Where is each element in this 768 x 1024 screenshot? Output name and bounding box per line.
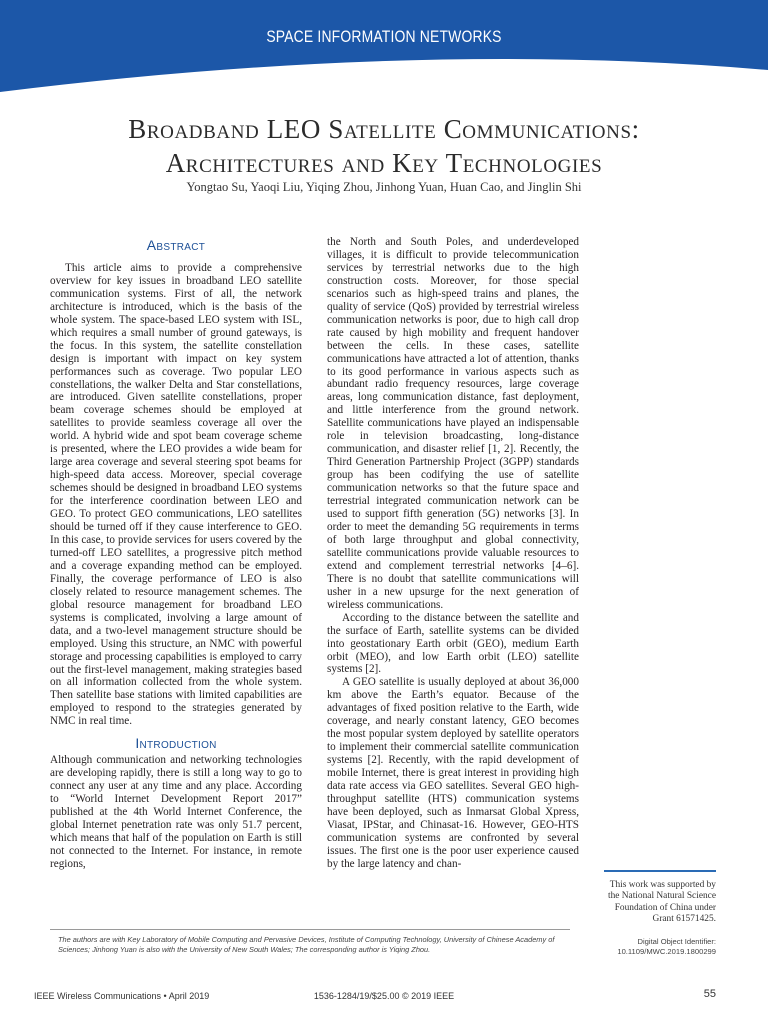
author-list: Yongtao Su, Yaoqi Liu, Yiqing Zhou, Jinhong Yuan, Huan Cao, and Jinglin Shi: [186, 180, 582, 194]
abstract-text: This article aims to provide a comprehensive overview for key issues in broadband LEO satellite communication systems. First of all, the network architecture is introduced, which is the basis of the whole system. The space-based LEO system with ISL, which requires a small number of ground gateways, is the focus. In this system, the satellite constellation design is important with impact on key system performances such as coverage. Two popular LEO constellations, the walker Delta and Star constellations, are introduced. Given satellite constellations, proper beam coverage schemes should be employed at satellites to provide seamless coverage all over the world. A hybrid wide and spot beam coverage scheme is presented, where the LEO provides a wide beam for large area coverage and several steering spot beams for high-speed data access. Moreover, special coverage schemes should be designed in broadband LEO systems for the interference coordination between LEO and GEO. To protect GEO communications, LEO satellites should be turned off if they cause interference to GEO. In this case, to provide services for users covered by the turned-off LEO satellites, a progressive pitch method and a coverage expanding method can be employed. Finally, the coverage performance of LEO is also closely related to resource management schemes. The global resource management for broadband LEO systems is complicated, involving a large amount of data, and a two-level management structure should be employed. Using this structure, an NMC with powerful storage and processing capabilities is employed to carry out the first-level management, making strategies based on all information collected from the whole system. Then satellite base stations with limited capabilities are employed to respond to the strategies generated by NMC in real time.: [50, 261, 302, 728]
doi-label: Digital Object Identifier:: [637, 937, 716, 946]
introduction-paragraph-1: Although communication and networking technologies are developing rapidly, there is still a long way to go to connect any user at any time and any place. According to “World Internet Development Report 2017” published at the 4th World Internet Conference, the global Internet penetration rate was only 51.7 percent, which means that half of the population on Earth is still not connected to the Internet. For instance, in remote regions,: [50, 754, 302, 870]
affiliation-footnote: The authors are with Key Laboratory of Mobile Computing and Pervasive Devices, Institute of Computing Technology, University of Chinese Academy of Sciences; Jinhong Yuan is also with the University of New South Wales; The corresponding author is Yiqing Zhou.: [58, 935, 555, 955]
section-title: SPACE INFORMATION NETWORKS: [266, 27, 502, 46]
footnote-divider: [50, 929, 570, 930]
introduction-heading: Introduction: [135, 735, 217, 752]
introduction-paragraph-1-continued: the North and South Poles, and underdeveloped villages, it is difficult to provide telecommunication services by terrestrial networks due to the high construction costs. Moreover, for those special scenarios such as high-speed trains and planes, the quality of service (QoS) provided by terrestrial wireless communication networks is poor, due to high call drop rate caused by high mobility and frequent handover between the cells. In these cases, satellite communications have attracted a lot of attention, thanks to its good performance in various aspects such as abundant radio frequency resources, large coverage areas, long communication distance, fast deployment, and little interference from the ground network. Satellite communications have played an indispensable role in television broadcasting, long-distance communication, and disaster relief [1, 2]. Recently, the Third Generation Partnership Project (3GPP) standards group has been codifying the use of satellite communication networks so that the future space and terrestrial integrated communication network can be used to support fifth generation (5G) networks [3]. In order to meet the demanding 5G requirements in terms of both large throughput and global connectivity, satellite communications provide valuable resources to extend and complement terrestrial networks [4–6]. There is no doubt that satellite communications will usher in a new upsurge for the next generation of wireless communications.: [327, 236, 579, 611]
article-title-line-1: Broadband LEO Satellite Communications:: [128, 114, 640, 144]
doi-value[interactable]: 10.1109/MWC.2019.1800299: [617, 947, 716, 957]
article-title-line-2: Architectures and Key Technologies: [165, 148, 603, 178]
introduction-paragraph-3: A GEO satellite is usually deployed at about 36,000 km above the Earth’s equator. Because of the advantages of fixed position relative to the Earth, wide coverage, and nearly constant latency, GEO becomes the most popular system deployed by satellite operators to implement their commercial satellite communication systems [2]. Recently, with the rapid development of mobile Internet, there is great interest in providing high data rate access via GEO satellites. Several GEO high-throughput satellite (HTS) communication systems have been deployed, such as Inmarsat Global Xpress, Viasat, IPStar, and Chinasat-16. However, GEO-HTS communication systems are confronted by several issues. The first one is the poor user experience caused by the large latency and chan-: [327, 676, 579, 870]
abstract-heading: Abstract: [146, 237, 206, 253]
left-column: [50, 236, 302, 871]
section-banner: [0, 0, 768, 96]
middle-column: [327, 236, 579, 871]
page-number: 55: [703, 988, 716, 1000]
banner-background: [0, 0, 768, 96]
article-title: [0, 112, 768, 180]
doi-block: [590, 937, 716, 958]
funding-note: This work was supported by the National Natural Science Foundation of China under Grant 61571425.: [607, 880, 716, 925]
footer-issn: 1536-1284/19/$25.00 © 2019 IEEE: [313, 991, 455, 1001]
support-note-rule: [604, 870, 716, 872]
introduction-paragraph-2: According to the distance between the satellite and the surface of Earth, satellite systems can be divided into geostationary Earth orbit (GEO), medium Earth orbit (MEO), and low Earth orbit (LEO) satellite systems [2].: [327, 611, 579, 676]
footer-journal: IEEE Wireless Communications • April 2019: [34, 991, 210, 1001]
